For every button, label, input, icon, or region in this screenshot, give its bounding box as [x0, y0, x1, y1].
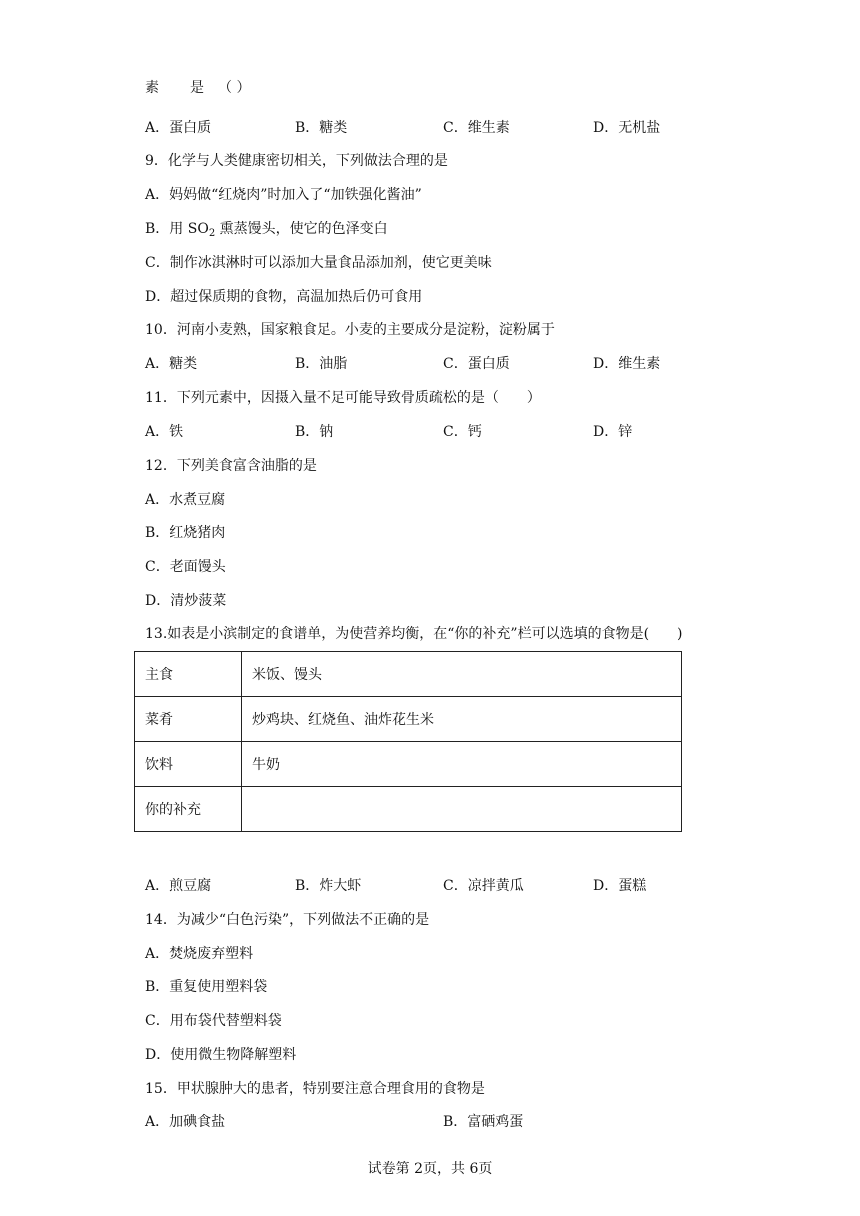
q14-option-b: B．重复使用塑料袋: [145, 979, 268, 995]
table-cell-key: 饮料: [135, 742, 242, 787]
q12-option-b: B．红烧猪肉: [145, 525, 226, 541]
q10-option-d: D．维生素: [593, 356, 661, 372]
q10-option-c: C．蛋白质: [443, 356, 510, 372]
q13-option-c: C．凉拌黄瓜: [443, 878, 524, 894]
table-cell-value: 米饭、馒头: [242, 652, 682, 697]
question-fragment-label: 素: [145, 80, 159, 96]
q9-option-d: D．超过保质期的食物，高温加热后仍可食用: [145, 289, 423, 305]
q8-option-b: B．糖类: [295, 120, 348, 136]
q12-option-c: C．老面馒头: [145, 559, 226, 575]
q11-option-a: A．铁: [145, 424, 184, 440]
q9-option-c: C．制作冰淇淋时可以添加大量食品添加剂，使它更美味: [145, 255, 492, 271]
q14-option-c: C．用布袋代替塑料袋: [145, 1013, 282, 1029]
q8-option-d: D．无机盐: [593, 120, 661, 136]
q9-stem: 9．化学与人类健康密切相关，下列做法合理的是: [145, 153, 448, 169]
q12-option-a: A．水煮豆腐: [145, 492, 226, 508]
page-footer: 试卷第 2页，共 6页: [367, 1161, 493, 1177]
q11-stem: 11．下列元素中，因摄入量不足可能导致骨质疏松的是（ ）: [145, 390, 541, 406]
table-cell-key: 主食: [135, 652, 242, 697]
table-cell-key: 你的补充: [135, 787, 242, 832]
q15-option-b: B．富硒鸡蛋: [443, 1114, 524, 1130]
q12-option-d: D．清炒菠菜: [145, 593, 227, 609]
q15-stem: 15．甲状腺肿大的患者，特别要注意合理食用的食物是: [145, 1081, 485, 1097]
table-cell-value: 炒鸡块、红烧鱼、油炸花生米: [242, 697, 682, 742]
question-fragment-word: 是: [190, 80, 204, 96]
q15-option-a: A．加碘食盐: [145, 1114, 226, 1130]
table-row: [135, 742, 682, 787]
q10-option-b: B．油脂: [295, 356, 348, 372]
table-row: [135, 697, 682, 742]
q9-option-b: [145, 219, 388, 239]
q14-stem: 14．为减少“白色污染”，下列做法不正确的是: [145, 912, 430, 928]
q8-option-c: C．维生素: [443, 120, 510, 136]
q8-option-a: A．蛋白质: [145, 120, 212, 136]
q9-option-a: A．妈妈做“红烧肉”时加入了“加铁强化酱油”: [145, 187, 422, 203]
q13-stem: 13.如表是小滨制定的食谱单，为使营养均衡，在“你的补充”栏可以选填的食物是( ): [145, 626, 683, 642]
q11-option-d: D．锌: [593, 424, 633, 440]
q14-option-a: A．焚烧废弃塑料: [145, 946, 254, 962]
q9-option-b-subscript: 2: [208, 228, 216, 239]
q9-option-b-text-rest: 熏蒸馒头，使它的色泽变白: [215, 221, 388, 237]
menu-table: [134, 651, 682, 832]
q13-option-d: D．蛋糕: [593, 878, 647, 894]
table-cell-value: 牛奶: [242, 742, 682, 787]
q11-option-c: C．钙: [443, 424, 482, 440]
table-row: [135, 787, 682, 832]
q13-option-b: B．炸大虾: [295, 878, 362, 894]
table-cell-value: [242, 787, 682, 832]
q10-stem: 10．河南小麦熟，国家粮食足。小麦的主要成分是淀粉，淀粉属于: [145, 322, 555, 338]
q13-option-a: A．煎豆腐: [145, 878, 212, 894]
q12-stem: 12．下列美食富含油脂的是: [145, 458, 317, 474]
q14-option-d: D．使用微生物降解塑料: [145, 1047, 297, 1063]
table-row: [135, 652, 682, 697]
answer-blank: （ ）: [218, 80, 251, 96]
table-cell-key: 菜肴: [135, 697, 242, 742]
q9-option-b-text: B．用 SO: [145, 221, 209, 237]
q10-option-a: A．糖类: [145, 356, 198, 372]
q11-option-b: B．钠: [295, 424, 334, 440]
